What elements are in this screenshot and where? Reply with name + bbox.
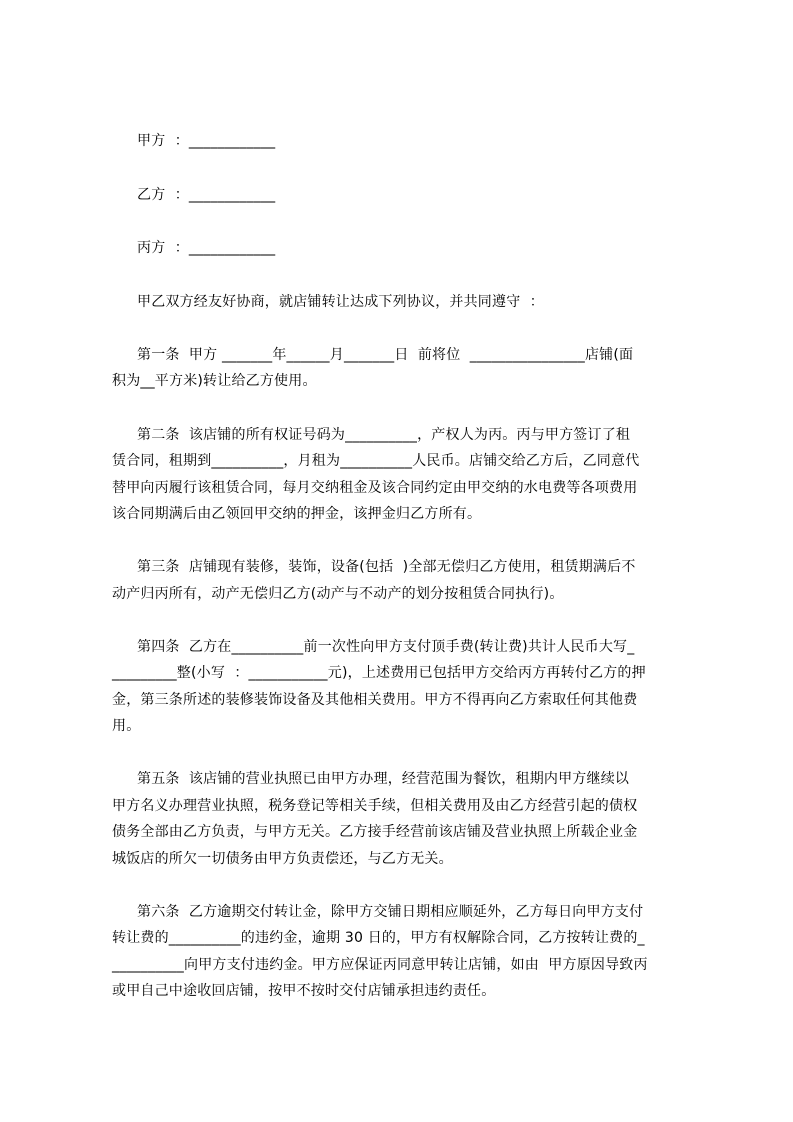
article-1-line: 积为__平方米)转让给乙方使用。 (112, 373, 317, 389)
article-3-line: 动产归丙所有，动产无偿归乙方(动产与不动产的划分按租赁合同执行)。 (112, 586, 564, 602)
party-bing: 丙方 ：____________ (137, 240, 276, 256)
article-2-line: 替甲向丙履行该租赁合同，每月交纳租金及该合同约定由甲交纳的水电费等各项费用 (112, 480, 638, 496)
article-4-line: _________整(小写 ：___________元)，上述费用已包括甲方交给丙方再转付乙方的押 (112, 665, 646, 681)
article-4-line: 第四条 乙方在__________前一次性向甲方支付顶手费(转让费)共计人民币大写_ (137, 639, 635, 655)
article-5-line: 城饭店的所欠一切债务由甲方负责偿还，与乙方无关。 (112, 851, 453, 867)
intro-paragraph: 甲乙双方经友好协商，就店铺转让达成下列协议，并共同遵守 ： (137, 294, 544, 310)
article-5-line: 甲方名义办理营业执照，税务登记等相关手续，但相关费用及由乙方经营引起的债权 (112, 798, 638, 814)
article-4-line: 金，第三条所述的装修装饰设备及其他相关费用。甲方不得再向乙方索取任何其他费 (112, 692, 638, 708)
party-yi: 乙方 ：____________ (137, 187, 276, 203)
article-2-line: 该合同期满后由乙领回甲交纳的押金，该押金归乙方所有。 (112, 506, 482, 522)
article-5-line: 第五条 该店铺的营业执照已由甲方办理，经营范围为餐饮，租期内甲方继续以 (137, 771, 630, 787)
article-2-line: 赁合同，租期到__________，月租为__________人民币。店铺交给乙方后，乙同意代 (112, 453, 640, 469)
article-2-line: 第二条 该店铺的所有权证号码为__________，产权人为丙。丙与甲方签订了租 (137, 427, 631, 443)
article-4-line: 用。 (112, 718, 141, 734)
article-6-line: 第六条 乙方逾期交付转让金，除甲方交铺日期相应顺延外，乙方每日向甲方支付 (137, 904, 644, 920)
article-6-line: 或甲自己中途收回店铺，按甲不按时交付店铺承担违约责任。 (112, 983, 496, 999)
article-6-line: 转让费的__________的违约金，逾期 30 日的，甲方有权解除合同，乙方按转让费的_ (112, 930, 645, 946)
article-3-line: 第三条 店铺现有装修，装饰，设备(包括 )全部无偿归乙方使用，租赁期满后不 (137, 559, 636, 575)
article-1-line: 第一条 甲方 _______年______月_______日 前将位 ________________店铺(面 (137, 347, 634, 363)
article-6-line: __________向甲方支付违约金。甲方应保证丙同意甲转让店铺，如由 甲方原因导致丙 (112, 957, 648, 973)
article-5-line: 债务全部由乙方负责，与甲方无关。乙方接手经营前该店铺及营业执照上所载企业金 (112, 824, 638, 840)
party-jia: 甲方 ：____________ (137, 133, 276, 149)
